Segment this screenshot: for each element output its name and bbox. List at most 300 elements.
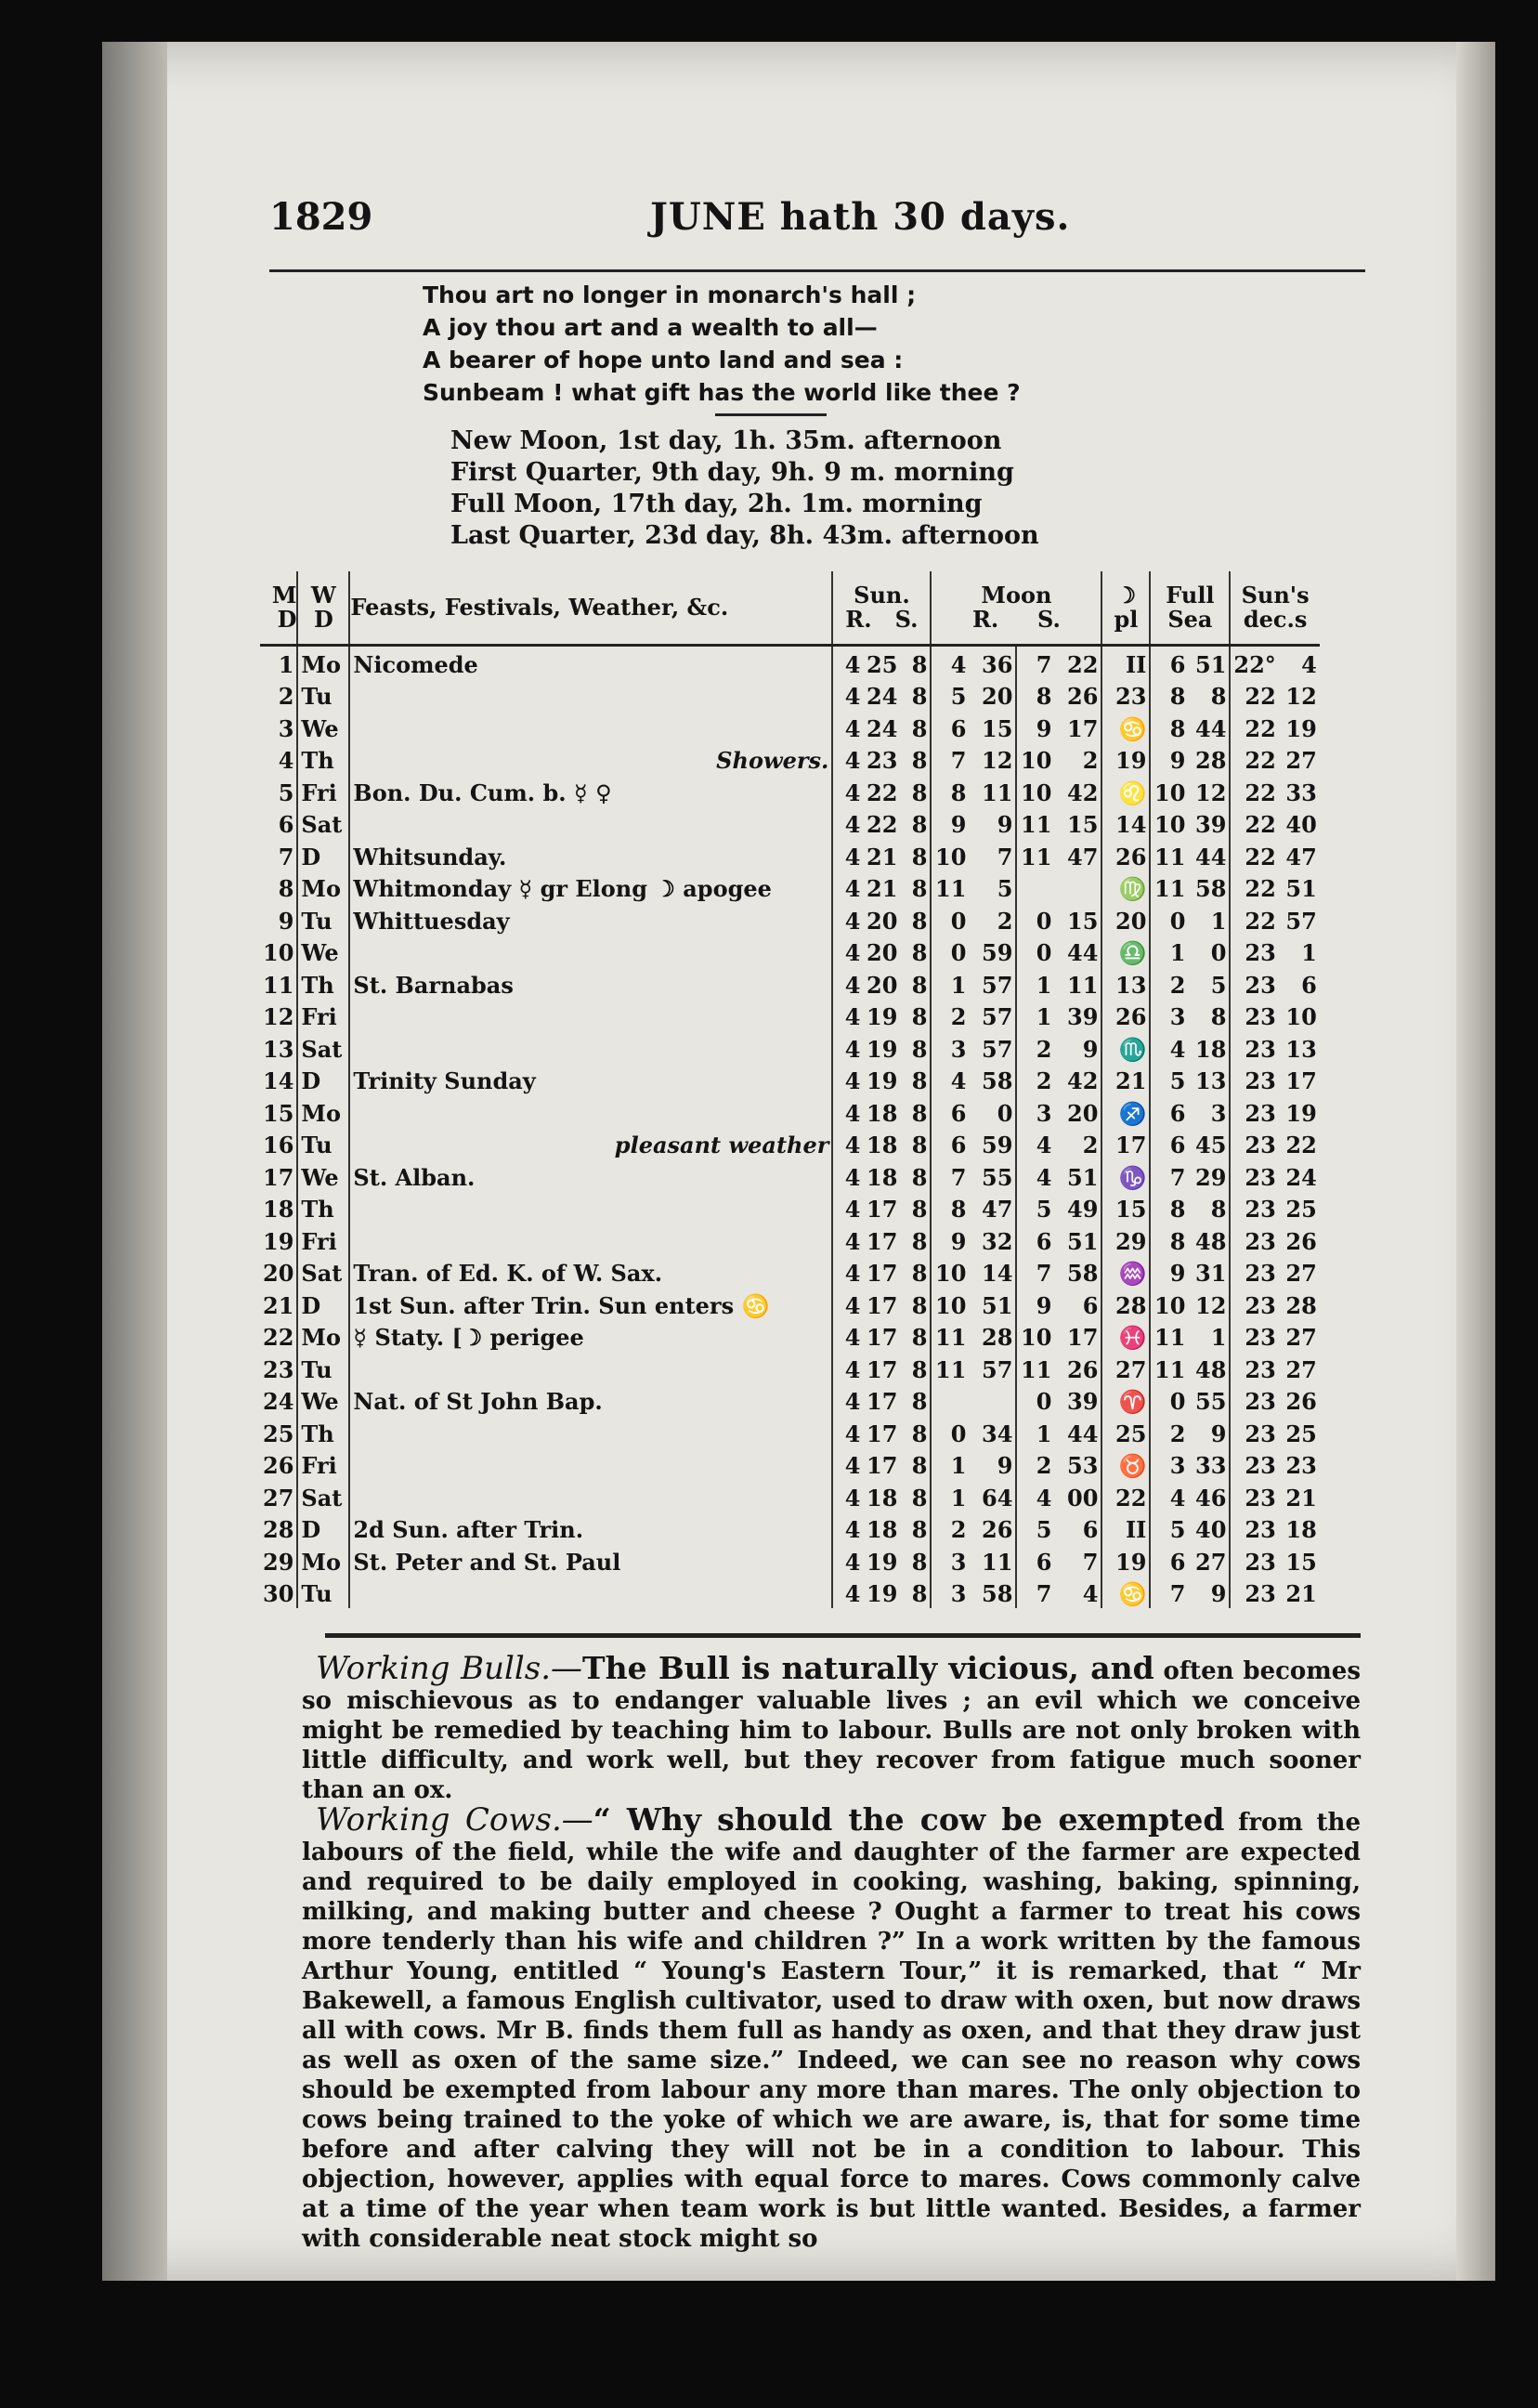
full-sea-hour-cell: 6 [1150,1544,1188,1577]
full-sea-hour-cell: 3 [1150,1448,1188,1481]
sun-declination-degree-cell: 23 [1230,1384,1278,1417]
moon-rise-hour-cell: 8 [931,775,969,807]
full-sea-hour-cell: 5 [1150,1512,1188,1545]
week-day-cell: D [297,839,349,871]
sun-declination-minute-cell: 18 [1285,1516,1317,1543]
month-day-cell: 26 [263,1452,294,1479]
col-month-day: M D [260,571,297,646]
moon-set-hour-cell: 1 [1016,967,1054,1000]
sun-rise-minute-cell: 19 [867,1035,898,1063]
moon-place-cell: ♋ [1101,1577,1150,1609]
full-sea-minute-cell: 48 [1195,1355,1227,1383]
full-sea-hour-cell: 0 [1150,1384,1188,1417]
full-sea-minute-cell: 55 [1195,1388,1227,1415]
sun-rise-hour-cell: 4 [832,1000,863,1032]
table-row [260,1544,1320,1577]
moon-rise-minute-cell: 57 [982,1003,1013,1030]
table-bottom-rule [325,1633,1361,1638]
moon-set-minute-cell: 9 [1082,1035,1099,1063]
article-heading-bulls: Working Bulls.— [316,1650,583,1687]
sun-rise-hour-cell: 4 [832,743,863,776]
moon-set-minute-cell: 42 [1067,1067,1099,1094]
moon-rise-minute-cell: 15 [982,714,1013,742]
moon-set-minute-cell: 6 [1082,1516,1099,1543]
week-day-cell: Th [297,967,349,1000]
moon-sublabels [932,608,1101,632]
sun-set-hour-cell: 8 [911,1003,928,1030]
table-row [260,807,1320,840]
sun-set-hour-cell: 8 [911,1324,928,1351]
sun-declination-degree-cell: 23 [1230,1224,1278,1256]
feast-cell [349,1416,832,1448]
sun-set-hour-cell: 8 [911,1420,928,1447]
full-sea-minute-cell: 12 [1195,1291,1227,1319]
article-paragraph-bulls [302,1650,1361,1805]
table-row [260,1192,1320,1224]
poem [423,279,1258,409]
full-sea-hour-cell: 4 [1150,1480,1188,1512]
month-day-cell: 15 [263,1099,294,1127]
moon-place-cell: 14 [1101,807,1150,840]
week-day-cell: Th [297,1192,349,1224]
sun-declination-degree-cell: 22 [1230,679,1278,712]
sun-declination-degree-cell: 23 [1230,1256,1278,1289]
sun-declination-degree-cell: 22° [1230,646,1278,679]
full-sea-hour-cell: 10 [1150,1288,1188,1320]
moon-place-cell: ♓ [1101,1320,1150,1353]
week-day-cell: Mo [297,1544,349,1577]
moon-rise-minute-cell: 51 [982,1291,1013,1319]
feast-cell: St. Barnabas [353,971,514,999]
moon-set-minute-cell: 17 [1067,714,1099,742]
sun-declination-minute-cell: 26 [1285,1388,1317,1415]
moon-set-minute-cell: 11 [1067,971,1099,999]
sun-set-hour-cell: 8 [911,875,928,902]
table-row [260,1031,1320,1064]
sun-rise-hour-cell: 4 [832,679,863,712]
col-moon-place: ☽ pl [1101,571,1150,646]
week-day-cell: Fri [297,1224,349,1256]
month-day-cell: 24 [263,1388,294,1415]
full-sea-minute-cell: 3 [1210,1099,1227,1127]
poem-line: Sunbeam ! what gift has the world like thee ? [423,379,1021,406]
table-row [260,967,1320,1000]
sun-declination-degree-cell: 22 [1230,871,1278,904]
month-day-cell: 13 [263,1035,294,1063]
moon-rise-minute-cell: 34 [982,1420,1013,1447]
moon-set-hour-cell: 0 [1016,1384,1054,1417]
sun-set-hour-cell: 8 [911,1035,928,1063]
moon-rise-hour-cell: 1 [931,1480,969,1512]
table-row [260,871,1320,904]
moon-rise-hour-cell: 3 [931,1544,969,1577]
sun-declination-minute-cell: 21 [1285,1580,1317,1607]
moon-set-hour-cell: 9 [1016,711,1054,743]
week-day-cell: Mo [297,871,349,904]
moon-place-cell: ♎ [1101,936,1150,968]
full-sea-hour-cell: 2 [1150,1416,1188,1448]
feast-cell: pleasant weather [614,1132,829,1158]
moon-place-cell: 26 [1101,839,1150,871]
poem-line: A bearer of hope unto land and sea : [423,347,904,373]
moon-place-cell: II [1101,1512,1150,1545]
moon-rise-hour-cell: 0 [931,1416,969,1448]
moon-set-minute-cell: 15 [1067,811,1099,838]
table-row [260,646,1320,679]
full-sea-hour-cell: 9 [1150,1256,1188,1289]
moon-rise-minute-cell: 26 [982,1516,1013,1543]
moon-rise-minute-cell: 11 [982,1548,1013,1576]
table-row [260,1159,1320,1192]
moon-place-cell: 28 [1101,1288,1150,1320]
moon-set-label: S. [1037,606,1061,633]
almanac-page [102,42,1495,2281]
article-body-cows: from the labours of the field, while the wife and daughter of the farmer are expected and required to be daily employed in cooking, washing, baking, spinning, milking, and making butter and cheese ? Ought a farmer to treat his cows more tenderly than his wife and children ?” In a work written by the famous Arthur Young, entitled “ Young's Eastern Tour,” it is remarked, that “ Mr Bakewell, a famous English cultivator, used to draw with oxen, but now draws all with cows. Mr B. finds them full as handy as oxen, and that they draw just as well as oxen of the same size.” Indeed, we can see no reason why cows should be exempted from labour any more than mares. The only objection to cows being trained to the yoke of which we are aware, is, that for some time before and after calving they will not be in a condition to labour. This objection, however, applies with equal force to mares. Cows commonly calve at a time of the year when team work is but little wanted. Besides, a farmer with considerable neat stock might so [302,1809,1361,2253]
sun-declination-minute-cell: 17 [1285,1067,1317,1094]
page-shadow-edge [102,42,167,2281]
month-day-cell: 19 [263,1227,294,1255]
moon-phase: Full Moon, 17th day, 2h. 1m. morning [450,490,983,518]
sun-rise-minute-cell: 20 [867,907,898,935]
moon-set-minute-cell: 44 [1067,1420,1099,1447]
col-moon [931,571,1101,646]
full-sea-minute-cell: 33 [1195,1452,1227,1479]
moon-set-hour-cell: 7 [1016,646,1054,679]
sun-declination-minute-cell: 23 [1285,1452,1317,1479]
sun-rise-minute-cell: 17 [867,1324,898,1351]
moon-rise-hour-cell: 11 [931,1320,969,1353]
moon-rise-hour-cell: 6 [931,1095,969,1128]
sun-declination-minute-cell: 19 [1285,1099,1317,1127]
full-sea-minute-cell: 39 [1195,811,1227,838]
week-day-cell: Tu [297,903,349,936]
moon-place-cell: ♉ [1101,1448,1150,1481]
feast-cell: Whittuesday [353,907,510,935]
moon-rise-hour-cell: 8 [931,1192,969,1224]
moon-set-minute-cell: 26 [1067,683,1099,710]
sun-label: Sun. [854,582,910,609]
moon-rise-minute-cell: 58 [982,1067,1013,1094]
moon-place-cell: 29 [1101,1224,1150,1256]
moon-set-minute-cell: 44 [1067,939,1099,966]
moon-set-minute-cell: 39 [1067,1003,1099,1030]
moon-rise-hour-cell: 10 [931,1256,969,1289]
moon-place-cell: II [1101,646,1150,679]
sun-rise-minute-cell: 21 [867,843,898,870]
sun-declination-minute-cell: 4 [1301,650,1317,678]
full-sea-minute-cell: 9 [1210,1580,1227,1607]
sun-set-hour-cell: 8 [911,1388,928,1415]
calendar-table [260,571,1320,1608]
sun-set-hour-cell: 8 [911,971,928,999]
moon-rise-hour-cell: 5 [931,679,969,712]
sun-set-hour-cell: 8 [911,1516,928,1543]
sun-declination-degree-cell: 23 [1230,1031,1278,1064]
sun-rise-hour-cell: 4 [832,807,863,840]
article-lead-bulls: The Bull is naturally vicious, and [582,1650,1154,1686]
moon-rise-minute-cell: 36 [982,650,1013,678]
moon-place-cell: 23 [1101,679,1150,712]
table-row [260,775,1320,807]
month-day-cell: 25 [263,1420,294,1447]
full-sea-hour-cell: 6 [1150,1095,1188,1128]
year: 1829 [269,195,373,239]
sun-declination-degree-cell: 22 [1230,839,1278,871]
header-rule [269,269,1365,272]
table-row [260,1384,1320,1417]
sun-set-hour-cell: 8 [911,1291,928,1319]
moon-set-hour-cell: 8 [1016,679,1054,712]
moon-place-cell: ♑ [1101,1159,1150,1192]
sun-rise-minute-cell: 20 [867,971,898,999]
moon-rise-hour-cell: 11 [931,871,969,904]
sun-declination-minute-cell: 22 [1285,1132,1317,1158]
month-day-cell: 29 [263,1548,294,1576]
moon-set-hour-cell: 6 [1016,1544,1054,1577]
moon-set-minute-cell: 58 [1067,1260,1099,1287]
moon-set-minute-cell: 51 [1067,1227,1099,1255]
moon-place-cell: 19 [1101,1544,1150,1577]
sun-declination-minute-cell: 27 [1285,747,1317,774]
full-sea-hour-cell: 10 [1150,807,1188,840]
moon-set-hour-cell: 5 [1016,1192,1054,1224]
moon-phase: New Moon, 1st day, 1h. 35m. afternoon [450,426,1002,455]
sun-rise-hour-cell: 4 [832,871,863,904]
moon-rise-hour-cell: 4 [931,1064,969,1096]
full-sea-hour-cell: 11 [1150,839,1188,871]
sun-rise-minute-cell: 22 [867,811,898,838]
table-row [260,1352,1320,1384]
moon-rise-hour-cell: 9 [931,807,969,840]
full-sea-hour-cell: 8 [1150,679,1188,712]
moon-phases [450,425,1193,552]
sun-rise-minute-cell: 18 [867,1099,898,1127]
moon-set-minute-cell: 6 [1082,1291,1099,1319]
moon-rise-hour-cell: 1 [931,967,969,1000]
sun-set-hour-cell: 8 [911,1132,928,1158]
sun-declination-minute-cell: 19 [1285,714,1317,742]
full-sea-minute-cell: 44 [1195,714,1227,742]
sun-set-hour-cell: 8 [911,939,928,966]
full-sea-hour-cell: 6 [1150,1128,1188,1160]
sun-rise-minute-cell: 19 [867,1548,898,1576]
moon-rise-hour-cell: 0 [931,903,969,936]
moon-place-cell: 21 [1101,1064,1150,1096]
feast-cell [349,1000,832,1032]
week-day-cell: Tu [297,1128,349,1160]
moon-place-cell: ♌ [1101,775,1150,807]
moon-rise-minute-cell: 9 [997,1452,1013,1479]
sun-declination-degree-cell: 22 [1230,903,1278,936]
sun-rise-hour-cell: 4 [832,711,863,743]
full-sea-hour-cell: 11 [1150,1320,1188,1353]
table-row [260,936,1320,968]
week-day-cell: Sat [297,1031,349,1064]
sun-rise-minute-cell: 17 [867,1291,898,1319]
week-day-cell: We [297,1159,349,1192]
moon-rise-minute-cell: 12 [982,747,1013,774]
moon-set-minute-cell: 42 [1067,779,1099,806]
sun-rise-hour-cell: 4 [832,1512,863,1545]
moon-set-hour-cell: 10 [1016,1320,1054,1353]
sun-set-hour-cell: 8 [911,683,928,710]
sun-rise-minute-cell: 17 [867,1420,898,1447]
moon-set-hour-cell: 2 [1016,1448,1054,1481]
col-sun [832,571,931,646]
full-sea-minute-cell: 46 [1195,1484,1227,1512]
feast-cell: Trinity Sunday [353,1067,536,1094]
sun-set-hour-cell: 8 [911,650,928,678]
month-day-cell: 9 [278,907,294,935]
moon-rise-label: R. [971,606,999,633]
moon-rise-minute-cell: 20 [982,683,1013,710]
moon-rise-minute-cell [969,1384,1016,1417]
moon-place-cell: ♈ [1101,1384,1150,1417]
feast-cell [349,1577,832,1609]
moon-rise-hour-cell: 7 [931,1159,969,1192]
sun-rise-minute-cell: 19 [867,1067,898,1094]
sun-rise-minute-cell: 17 [867,1227,898,1255]
sun-rise-hour-cell: 4 [832,775,863,807]
feast-cell: Showers. [716,747,829,774]
sun-declination-degree-cell: 23 [1230,967,1278,1000]
moon-set-hour-cell: 11 [1016,807,1054,840]
table-row [260,1000,1320,1032]
sun-set-hour-cell: 8 [911,1067,928,1094]
feast-cell [349,1031,832,1064]
moon-place-cell: 26 [1101,1000,1150,1032]
sun-declination-degree-cell: 23 [1230,1320,1278,1353]
moon-set-hour-cell: 9 [1016,1288,1054,1320]
moon-rise-hour-cell: 3 [931,1031,969,1064]
full-sea-minute-cell: 27 [1195,1548,1227,1576]
full-sea-hour-cell: 11 [1150,871,1188,904]
sun-set-hour-cell: 8 [911,1580,928,1607]
moon-rise-hour-cell [931,1384,969,1417]
moon-set-minute-cell: 51 [1067,1163,1099,1191]
full-sea-minute-cell: 1 [1210,1324,1227,1351]
sun-declination-minute-cell: 6 [1301,971,1317,999]
feast-cell: St. Alban. [353,1163,476,1191]
table-row [260,1512,1320,1545]
month-day-cell: 10 [263,939,294,966]
moon-set-hour-cell: 7 [1016,1256,1054,1289]
moon-rise-minute-cell: 59 [982,1132,1013,1158]
full-sea-hour-cell: 4 [1150,1031,1188,1064]
sun-rise-minute-cell: 19 [867,1580,898,1607]
poem-line: A joy thou art and a wealth to all— [423,314,878,341]
moon-set-hour-cell: 4 [1016,1128,1054,1160]
month-day-cell: 12 [263,1003,294,1030]
moon-set-hour-cell: 7 [1016,1577,1054,1609]
sun-rise-minute-cell: 18 [867,1132,898,1158]
week-day-cell: Sat [297,1256,349,1289]
moon-place-cell: 20 [1101,903,1150,936]
month-day-cell: 11 [263,971,294,999]
full-sea-hour-cell: 8 [1150,1224,1188,1256]
sun-rise-minute-cell: 18 [867,1516,898,1543]
sun-rise-hour-cell: 4 [832,646,863,679]
week-day-cell: D [297,1064,349,1096]
feast-cell [349,1480,832,1512]
col-sun-declination: Sun's dec.s [1230,571,1319,646]
full-sea-hour-cell: 8 [1150,711,1188,743]
moon-rise-hour-cell: 9 [931,1224,969,1256]
sun-rise-hour-cell: 4 [832,1544,863,1577]
sun-set-hour-cell: 8 [911,779,928,806]
full-sea-minute-cell: 48 [1195,1227,1227,1255]
sun-set-hour-cell: 8 [911,907,928,935]
feast-cell: Whitmonday ☿ gr Elong ☽ apogee [353,875,772,902]
moon-rise-hour-cell: 10 [931,839,969,871]
week-day-cell: Tu [297,1352,349,1384]
sun-declination-minute-cell: 26 [1285,1227,1317,1255]
moon-set-hour-cell: 6 [1016,1224,1054,1256]
week-day-cell: D [297,1512,349,1545]
sun-set-hour-cell: 8 [911,1227,928,1255]
full-sea-minute-cell: 40 [1195,1516,1227,1543]
full-sea-hour-cell: 1 [1150,936,1188,968]
sun-rise-hour-cell: 4 [832,967,863,1000]
moon-set-minute-cell: 49 [1067,1196,1099,1223]
month-day-cell: 5 [278,779,294,806]
sun-declination-minute-cell: 57 [1285,907,1317,935]
sun-rise-minute-cell: 19 [867,1003,898,1030]
table-row [260,679,1320,712]
article-lead-cows: “ Why should the cow be exempted [593,1801,1225,1838]
article-body-bulls: often becomes so mischievous as to endanger valuable lives ; an evil which we conceive might be remedied by teaching him to labour. Bulls are not only broken with little difficulty, and work well, but they recover from fatigue much sooner than an ox. [302,1657,1361,1804]
moon-rise-minute-cell: 28 [982,1324,1013,1351]
week-day-cell: Th [297,743,349,776]
sun-rise-minute-cell: 24 [867,714,898,742]
sun-rise-hour-cell: 4 [832,1352,863,1384]
moon-rise-minute-cell: 2 [997,907,1013,935]
table-row [260,1577,1320,1609]
month-day-cell: 2 [278,683,294,710]
moon-rise-hour-cell: 0 [931,936,969,968]
moon-place-cell: ♒ [1101,1256,1150,1289]
moon-set-minute-cell: 47 [1067,843,1099,870]
sun-declination-minute-cell: 27 [1285,1324,1317,1351]
sun-declination-minute-cell: 28 [1285,1291,1317,1319]
moon-set-hour-cell: 10 [1016,743,1054,776]
feast-cell: Tran. of Ed. K. of W. Sax. [353,1260,663,1287]
sun-declination-degree-cell: 22 [1230,807,1278,840]
table-row [260,1480,1320,1512]
sun-declination-minute-cell: 1 [1301,939,1317,966]
sun-declination-minute-cell: 51 [1285,875,1317,902]
moon-place-cell: ♍ [1101,871,1150,904]
feast-cell [349,679,832,712]
month-day-cell: 22 [263,1324,294,1351]
moon-set-minute-cell: 17 [1067,1324,1099,1351]
poem-line: Thou art no longer in monarch's hall ; [423,281,917,308]
table-row [260,711,1320,743]
moon-place-cell: 19 [1101,743,1150,776]
week-day-cell: Fri [297,775,349,807]
month-day-cell: 21 [263,1291,294,1319]
sun-declination-minute-cell: 12 [1285,683,1317,710]
feast-cell: Bon. Du. Cum. b. ☿ ♀ [353,779,612,806]
full-sea-minute-cell: 58 [1195,875,1227,902]
sun-rise-hour-cell: 4 [832,1031,863,1064]
sun-declination-minute-cell: 27 [1285,1260,1317,1287]
week-day-cell: Tu [297,1577,349,1609]
sun-declination-degree-cell: 23 [1230,1064,1278,1096]
month-day-cell: 20 [263,1260,294,1287]
table-row [260,1448,1320,1481]
moon-rise-minute-cell: 32 [982,1227,1013,1255]
